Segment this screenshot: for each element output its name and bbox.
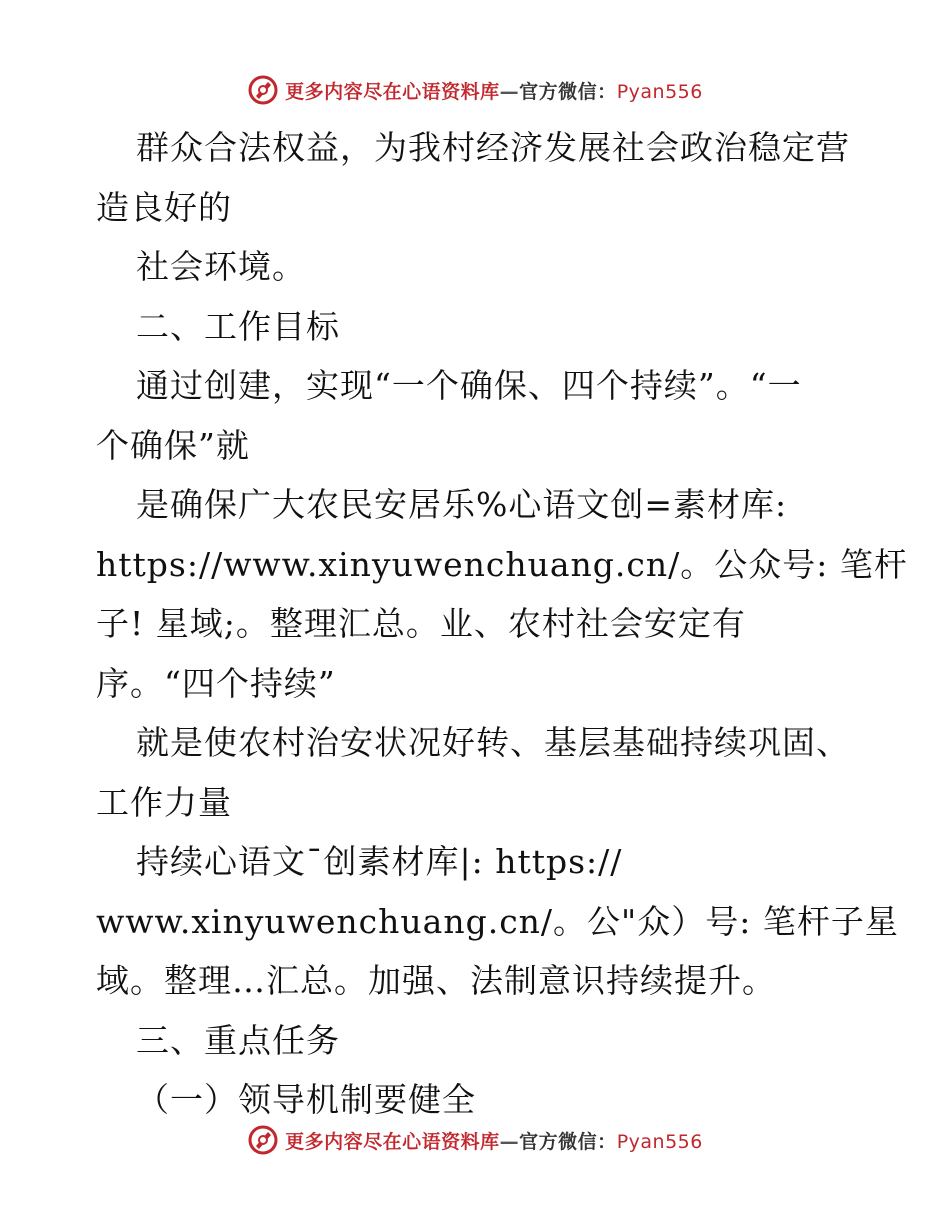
brand-logo-icon (247, 74, 279, 106)
text-line: 子! 星域;。整理汇总。业、农村社会安定有 (96, 604, 746, 643)
text-line: 造良好的 (96, 187, 232, 227)
brand-logo-icon (247, 1124, 279, 1156)
text-line: 群众合法权益，为我村经济发展社会政治稳定营 (136, 128, 850, 167)
text-line: 域。整理…汇总。加强、法制意识持续提升。 (96, 961, 776, 1000)
section-heading: 二、工作目标 (136, 306, 340, 346)
text-line: https://www.xinyuwenchuang.cn/。公众号: 笔杆 (96, 544, 908, 584)
banner-text: 更多内容尽在心语资料库—官方微信：Pyan556 (285, 1130, 703, 1153)
text-line: 序。“四个持续” (96, 663, 336, 703)
text-line: 社会环境。 (136, 247, 306, 286)
text-line: 工作力量 (96, 782, 232, 822)
banner-text: 更多内容尽在心语资料库—官方微信：Pyan556 (285, 80, 703, 103)
text-line: 个确保”就 (96, 425, 250, 465)
text-line: www.xinyuwenchuang.cn/。公"众）号: 笔杆子星 (96, 901, 899, 941)
text-line: 就是使农村治安状况好转、基层基础持续巩固、 (136, 723, 850, 762)
subsection-heading: （一）领导机制要健全 (136, 1080, 476, 1119)
text-line: 是确保广大农民安居乐%心语文创=素材库: (136, 485, 788, 524)
section-heading: 三、重点任务 (136, 1020, 340, 1060)
header-watermark-banner (0, 70, 950, 110)
text-line: 通过创建，实现“一个确保、四个持续”。“一 (136, 366, 802, 405)
text-line: 持续心语文¯创素材库|: https:// (136, 842, 623, 881)
document-body (96, 118, 908, 1130)
footer-watermark-banner (0, 1120, 950, 1160)
